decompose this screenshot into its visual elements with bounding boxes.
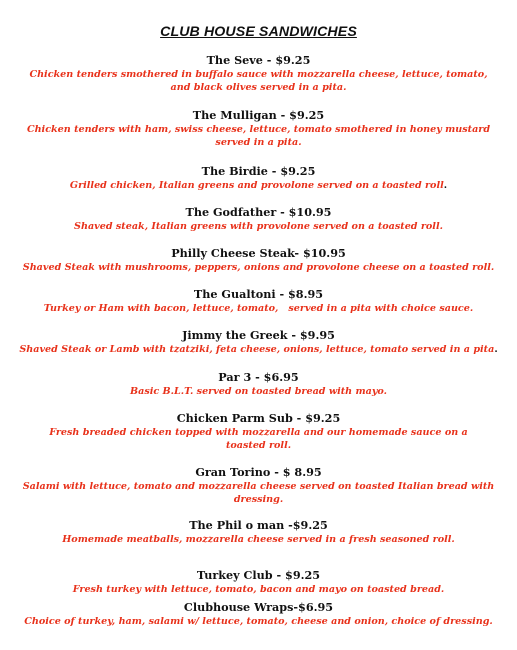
menu-item	[0, 411, 517, 452]
menu-item	[0, 108, 517, 149]
menu-item-description: Choice of turkey, ham, salami w/ lettuce, tomato, cheese and onion, choice of dressing.	[24, 616, 493, 627]
menu-item-description: Homemade meatballs, mozzarella cheese served in a fresh seasoned roll.	[62, 534, 455, 545]
menu-item-description: Shaved steak, Italian greens with provolone served on a toasted roll.	[74, 221, 443, 232]
menu-item	[0, 465, 517, 506]
menu-item-name: The Godfather - $10.95	[185, 205, 332, 219]
menu-item-name: Turkey Club - $9.25	[196, 568, 321, 582]
menu-item-name: The Gualtoni - $8.95	[193, 287, 324, 301]
menu-item-name: The Phil o man -$9.25	[189, 518, 328, 532]
menu-item-name: The Birdie - $9.25	[201, 164, 316, 178]
page-title: CLUB HOUSE SANDWICHES	[160, 24, 357, 40]
menu-item-description: Basic B.L.T. served on toasted bread with mayo.	[130, 386, 387, 397]
menu-item	[0, 246, 517, 274]
menu-item-description	[0, 343, 517, 356]
menu-item-name: Par 3 - $6.95	[218, 370, 299, 384]
menu-item-name: The Seve - $9.25	[206, 53, 311, 67]
menu-item-description: Shaved Steak with mushrooms, peppers, onions and provolone cheese on a toasted roll.	[22, 262, 495, 273]
menu-item-name: Jimmy the Greek - $9.95	[182, 328, 335, 342]
menu-item-name: Philly Cheese Steak- $10.95	[171, 246, 346, 260]
menu-item-description: Chicken tenders smothered in buffalo sauce with mozzarella cheese, lettuce, tomato, and black olives served in a pita.	[29, 69, 488, 93]
menu-item-description-trailing: .	[443, 180, 448, 191]
menu-item-name: Gran Torino - $ 8.95	[195, 465, 322, 479]
menu-item	[0, 600, 517, 628]
menu-item	[0, 370, 517, 398]
menu-item-description	[0, 179, 517, 192]
menu-item-description: Fresh turkey with lettuce, tomato, bacon and mayo on toasted bread.	[72, 584, 445, 595]
menu-item-name: Chicken Parm Sub - $9.25	[176, 411, 341, 425]
menu-item-description: Salami with lettuce, tomato and mozzarella cheese served on toasted Italian bread with dressing.	[22, 481, 495, 505]
menu-item	[0, 205, 517, 233]
menu-item-description: Fresh breaded chicken topped with mozzarella and our homemade sauce on a toasted roll.	[49, 427, 468, 451]
menu-item	[0, 287, 517, 315]
menu-item-name: The Mulligan - $9.25	[192, 108, 325, 122]
menu-item-description: Turkey or Ham with bacon, lettuce, tomato, served in a pita with choice sauce.	[43, 303, 474, 314]
menu-item	[0, 328, 517, 356]
menu-item-description-text: Shaved Steak or Lamb with tzatziki, feta cheese, onions, lettuce, tomato served in a pita	[19, 344, 495, 355]
menu-item	[0, 164, 517, 192]
menu-item	[0, 568, 517, 596]
menu-item-name: Clubhouse Wraps-$6.95	[183, 600, 334, 614]
menu-item-description: Chicken tenders with ham, swiss cheese, lettuce, tomato smothered in honey mustard served in a pita.	[26, 124, 491, 148]
menu-item	[0, 518, 517, 546]
menu-item	[0, 53, 517, 94]
menu-item-description-text: Grilled chicken, Italian greens and provolone served on a toasted roll	[69, 180, 444, 191]
menu-item-description-trailing: .	[494, 344, 498, 355]
